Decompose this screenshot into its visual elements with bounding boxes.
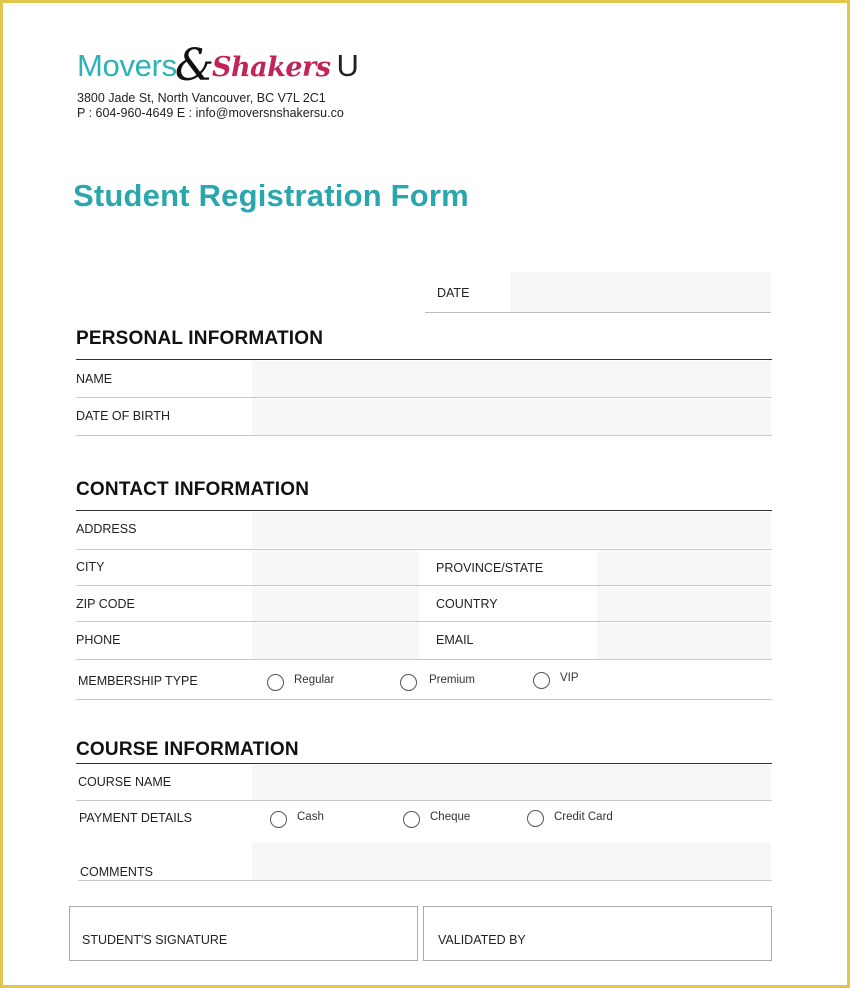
city-field[interactable] [252, 551, 419, 585]
divider [76, 800, 772, 801]
course-info-heading: COURSE INFORMATION [76, 739, 299, 760]
membership-regular-radio[interactable] [267, 674, 284, 691]
divider [76, 699, 772, 700]
membership-type-label: MEMBERSHIP TYPE [78, 674, 198, 688]
section-divider [76, 763, 772, 764]
brand-logo [77, 36, 359, 91]
email-field[interactable] [597, 623, 771, 659]
student-signature-label: STUDENT'S SIGNATURE [82, 933, 228, 947]
zip-code-field[interactable] [252, 587, 419, 621]
zip-label: ZIP CODE [76, 597, 135, 611]
payment-cheque-radio[interactable] [403, 811, 420, 828]
payment-cash-radio[interactable] [270, 811, 287, 828]
city-label: CITY [76, 560, 105, 574]
country-label: COUNTRY [436, 597, 498, 611]
date-field[interactable] [510, 272, 771, 312]
membership-premium-label: Premium [429, 674, 476, 686]
membership-regular-label: Regular [294, 674, 335, 686]
address-line: 3800 Jade St, North Vancouver, BC V7L 2C1 [77, 91, 326, 105]
address-label: ADDRESS [76, 522, 137, 536]
logo-shakers: Shakers [212, 52, 331, 83]
phone-field[interactable] [252, 623, 419, 659]
comments-label: COMMENTS [80, 865, 153, 879]
divider [425, 312, 771, 313]
divider [76, 397, 772, 398]
province-label: PROVINCE/STATE [436, 561, 544, 575]
name-label: NAME [76, 372, 113, 386]
section-divider [76, 359, 772, 360]
phone-label: PHONE [76, 633, 121, 647]
payment-credit-card-radio[interactable] [527, 810, 544, 827]
payment-details-label: PAYMENT DETAILS [79, 811, 192, 825]
validated-by-label: VALIDATED BY [438, 933, 526, 947]
course-name-label: COURSE NAME [78, 775, 172, 789]
date-of-birth-field[interactable] [252, 399, 771, 435]
logo-u: U [336, 48, 359, 83]
course-name-field[interactable] [252, 765, 771, 800]
divider [76, 659, 772, 660]
company-contact [77, 91, 344, 121]
date-label: DATE [437, 286, 470, 300]
divider [76, 435, 772, 436]
divider [76, 549, 772, 550]
payment-credit-card-label: Credit Card [554, 811, 613, 823]
membership-vip-label: VIP [560, 672, 579, 684]
payment-cheque-label: Cheque [430, 811, 471, 823]
contact-info-heading: CONTACT INFORMATION [76, 479, 310, 500]
personal-info-heading: PERSONAL INFORMATION [76, 328, 324, 349]
divider [76, 621, 772, 622]
contact-line: P : 604-960-4649 E : info@moversnshakersu.co [77, 106, 344, 120]
validated-by-box[interactable] [423, 906, 772, 961]
name-field[interactable] [252, 361, 771, 397]
country-field[interactable] [597, 587, 771, 621]
payment-cash-label: Cash [297, 811, 324, 823]
section-divider [76, 510, 772, 511]
dob-label: DATE OF BIRTH [76, 409, 170, 423]
student-signature-box[interactable] [69, 906, 418, 961]
divider [78, 880, 772, 881]
comments-field[interactable] [252, 842, 771, 880]
province-field[interactable] [597, 551, 771, 585]
membership-premium-radio[interactable] [400, 674, 417, 691]
logo-ampersand: & [174, 40, 214, 91]
membership-vip-radio[interactable] [533, 672, 550, 689]
divider [76, 585, 772, 586]
logo-movers: Movers [77, 48, 177, 83]
email-label: EMAIL [436, 633, 474, 647]
address-field[interactable] [252, 512, 771, 548]
form-title: Student Registration Form [73, 178, 469, 213]
